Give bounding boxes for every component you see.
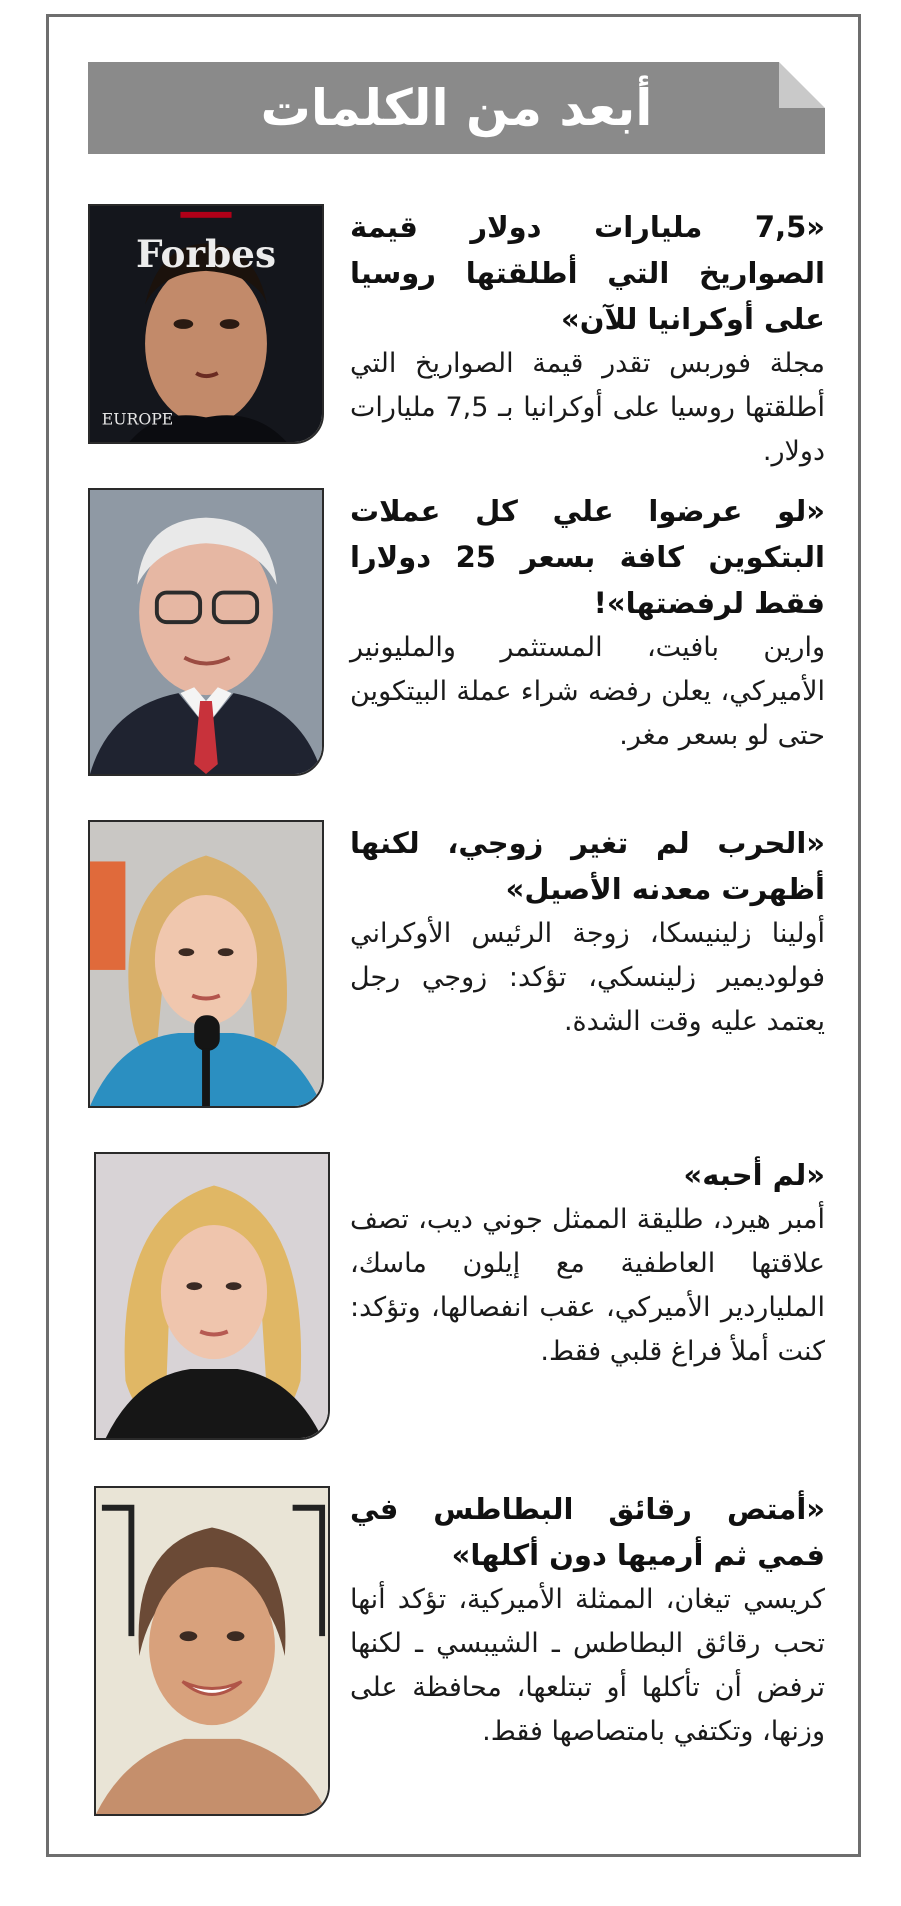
article-photo-portrait (94, 1486, 330, 1816)
article-text (350, 204, 825, 474)
article-photo-portrait (88, 820, 324, 1108)
cover-masthead: Forbes (136, 231, 276, 276)
article-photo-portrait (88, 488, 324, 776)
article-headline: «الحرب لم تغير زوجي، لكنها أظهرت معدنه الأصيل» (350, 826, 825, 906)
article-body: أمبر هيرد، طليقة الممثل جوني ديب، تصف علاقتها العاطفية مع إيلون ماسك، الملياردير الأميركي، عقب انفصالها، وتؤكد: كنت أملأ فراغ قلبي فقط. (350, 1204, 825, 1367)
article-headline: «لم أحبه» (683, 1158, 825, 1192)
article-photo-forbes-cover (88, 204, 324, 444)
article-headline: «لو عرضوا علي كل عملات البتكوين كافة بسعر 25 دولارا فقط لرفضتها»! (350, 494, 825, 620)
article-headline: «7,5 مليارات دولار قيمة الصواريخ التي أطلقتها روسيا على أوكرانيا للآن» (350, 210, 825, 336)
article-body: كريسي تيغان، الممثلة الأميركية، تؤكد أنها تحب رقائق البطاطس ـ الشيبسي ـ لكنها ترفض أن تأكلها أو تبتلعها، محافظة على وزنها، وتكتفي بامتصاصها فقط. (350, 1584, 825, 1747)
article-text (350, 488, 825, 758)
section-banner (88, 62, 825, 154)
section-title: أبعد من الكلمات (260, 79, 653, 137)
article-text (350, 820, 825, 1044)
article-text (350, 1486, 825, 1754)
article-photo-portrait (94, 1152, 330, 1440)
article-headline: «أمتص رقائق البطاطس في فمي ثم أرميها دون أكلها» (350, 1492, 825, 1572)
article-body: مجلة فوربس تقدر قيمة الصواريخ التي أطلقتها روسيا على أوكرانيا بـ 7,5 مليارات دولار. (350, 348, 825, 467)
article-body: أولينا زلينيسكا، زوجة الرئيس الأوكراني فولوديمير زلينسكي، تؤكد: زوجي رجل يعتمد عليه وقت الشدة. (350, 918, 825, 1037)
cover-edition: EUROPE (101, 409, 174, 429)
article-text (350, 1152, 825, 1374)
article-body: وارين بافيت، المستثمر والمليونير الأميركي، يعلن رفضه شراء عملة البيتكوين حتى لو بسعر مغر. (350, 632, 825, 751)
